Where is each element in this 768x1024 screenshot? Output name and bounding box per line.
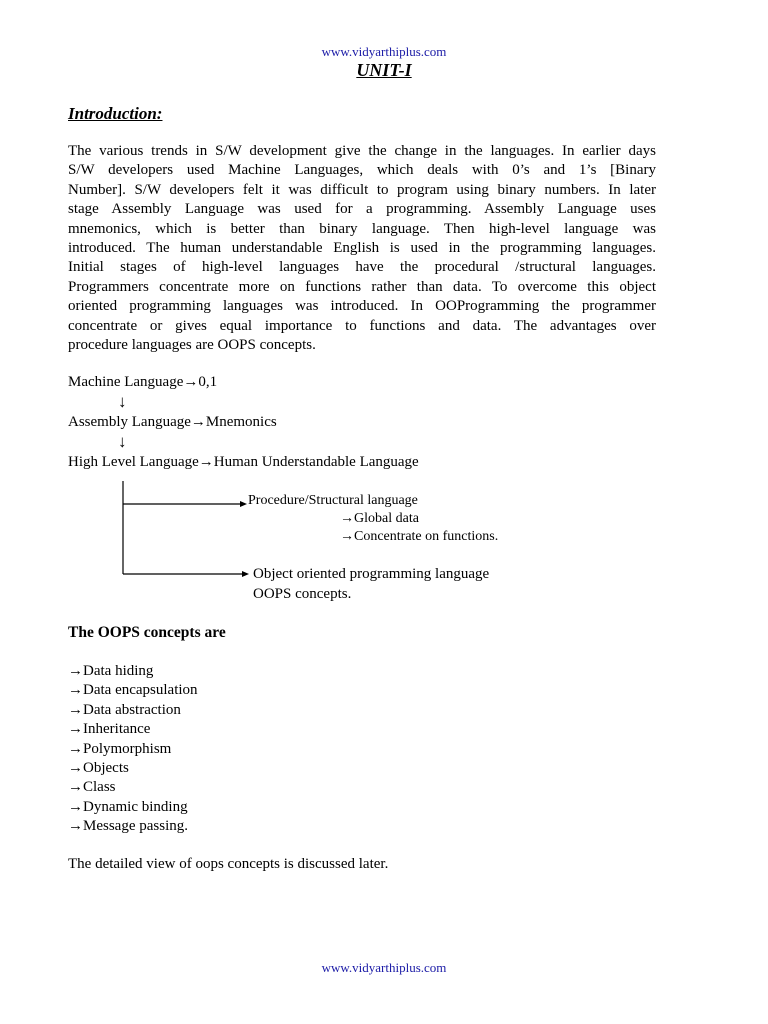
oop-title: Object oriented programming language: [253, 566, 490, 582]
paragraph-line: S/W developers used Machine Languages, which deals with 0’s and 1’s [Binary: [68, 162, 656, 179]
paragraph-line: concentrate or gives equal importance to functions and data. The advantages over: [68, 317, 656, 334]
right-arrow-icon: →: [68, 682, 83, 699]
down-arrow-icon: ↓: [118, 432, 127, 451]
right-arrow-icon: →: [68, 721, 83, 738]
oop-subtitle: OOPS concepts.: [253, 586, 352, 602]
down-arrow-icon: ↓: [118, 392, 127, 411]
paragraph-line: stage Assembly Language was used for a programming. Assembly Language uses: [68, 201, 656, 218]
high-level-language-label: High Level Language: [68, 454, 199, 470]
procedural-title: Procedure/Structural language: [248, 493, 418, 508]
high-level-language-value: Human Understandable Language: [213, 454, 419, 470]
concept-label: Data hiding: [83, 663, 154, 679]
paragraph-line: Programmers concentrate more on functions rather than data. To overcome this object: [68, 278, 656, 295]
concept-item: [68, 681, 198, 700]
concepts-list: [68, 662, 198, 837]
paragraph-line: The various trends in S/W development give the change in the languages. In earlier days: [68, 143, 656, 159]
arrowhead-icon: [242, 571, 249, 577]
concept-label: Data abstraction: [83, 701, 181, 718]
concept-item: [68, 778, 198, 797]
right-arrow-icon: →: [68, 779, 83, 796]
right-arrow-icon: →: [198, 454, 214, 470]
right-arrow-icon: →: [183, 374, 199, 390]
concept-item: [68, 701, 198, 720]
concept-label: Data encapsulation: [83, 682, 198, 699]
assembly-language-label: Assembly Language: [68, 414, 191, 430]
machine-language-label: Machine Language: [68, 374, 184, 390]
concept-item: [68, 740, 198, 759]
concept-label: Class: [83, 779, 116, 796]
concept-item: [68, 720, 198, 739]
right-arrow-icon: →: [190, 414, 206, 430]
right-arrow-icon: →: [68, 740, 83, 757]
right-arrow-icon: →: [68, 759, 83, 776]
concept-label: Dynamic binding: [83, 798, 188, 815]
assembly-language-row: [68, 414, 277, 431]
concept-item: [68, 817, 198, 836]
paragraph-line: mnemonics, which is better than binary language. Then high-level language was: [68, 220, 656, 237]
concepts-heading: The OOPS concepts are: [68, 624, 226, 641]
arrowhead-icon: [240, 501, 247, 507]
concept-label: Objects: [83, 759, 129, 776]
right-arrow-icon: →: [68, 798, 83, 815]
paragraph-line: procedure languages are OOPS concepts.: [68, 337, 316, 354]
page-title: UNIT-I: [356, 60, 412, 80]
concept-item: [68, 759, 198, 778]
right-arrow-icon: →: [68, 818, 83, 835]
machine-language-row: [68, 374, 217, 391]
paragraph-line: Number]. S/W developers felt it was difficult to program using binary numbers. In later: [68, 181, 656, 198]
concept-label: Polymorphism: [83, 740, 172, 757]
intro-paragraph: [68, 142, 656, 355]
section-heading: Introduction:: [68, 104, 163, 123]
right-arrow-icon: →: [68, 701, 83, 718]
procedural-point: →Concentrate on functions.: [340, 529, 499, 544]
procedural-point: →Global data: [340, 511, 419, 526]
assembly-language-value: Mnemonics: [205, 414, 277, 430]
concept-label: Message passing.: [83, 818, 188, 835]
paragraph-line: Initial stages of high-level languages have the procedural /structural languages.: [68, 259, 656, 276]
paragraph-line: oriented programming languages was introduced. In OOProgramming the programmer: [68, 298, 656, 315]
header-link[interactable]: www.vidyarthiplus.com: [321, 44, 447, 59]
machine-language-value: 0,1: [198, 374, 218, 390]
closing-text: The detailed view of oops concepts is discussed later.: [68, 856, 389, 872]
paragraph-line: introduced. The human understandable English is used in the programming languages.: [68, 240, 656, 257]
footer-link[interactable]: www.vidyarthiplus.com: [321, 960, 447, 975]
high-level-language-row: [68, 454, 419, 471]
concept-item: [68, 798, 198, 817]
concept-item: [68, 662, 198, 681]
concept-label: Inheritance: [83, 721, 151, 738]
right-arrow-icon: →: [68, 663, 83, 679]
